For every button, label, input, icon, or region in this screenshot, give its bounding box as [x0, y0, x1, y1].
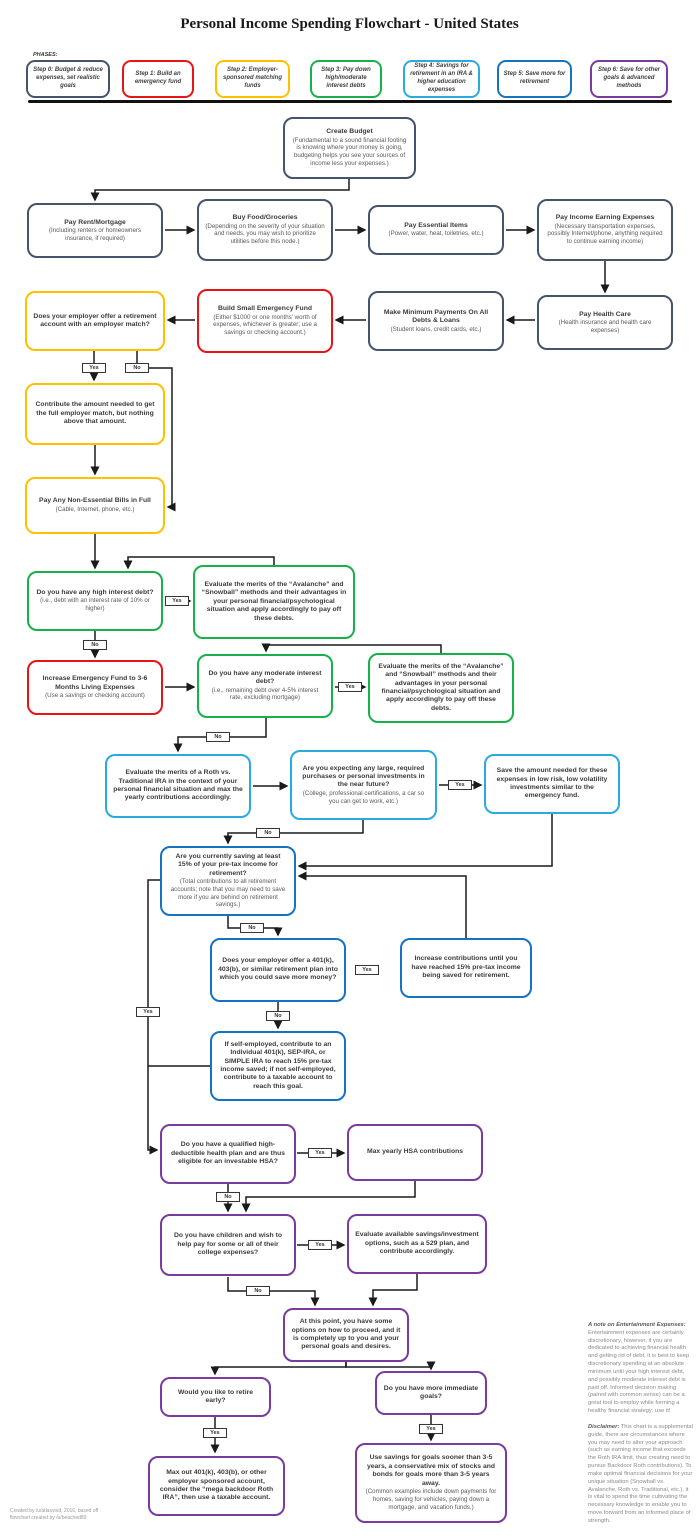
phase-label: Step 6: Save for other goals & advanced methods	[597, 67, 660, 89]
phase-label: Step 4: Savings for retirement in an IRA & higher education expenses	[410, 63, 473, 93]
node-children-college-question	[160, 1214, 296, 1276]
node-body: (Health insurance and health care expenses)	[558, 318, 652, 334]
node-body: (Student loans, credit cards, etc.)	[390, 325, 482, 333]
node-title: Evaluate the merits of the “Avalanche” and “Snowball” methods and their advantages in your personal financial/psychological situation and apply accordingly to pay off these debts.	[201, 580, 347, 622]
node-title: Evaluate the merits of the “Avalanche” and “Snowball” methods and their advantages in your personal financial/psychological situation and apply accordingly to pay off these debts.	[378, 662, 504, 712]
node-title: Are you expecting any large, required purchases or personal investments in the near future?	[302, 764, 425, 789]
phase-label: Step 5: Save more for retirement	[503, 71, 566, 85]
label-yes: Yes	[448, 780, 472, 790]
node-high-interest-question	[27, 571, 163, 631]
flow-line	[266, 645, 441, 653]
node-max-401k-final	[148, 1456, 285, 1516]
label-no: No	[240, 923, 264, 933]
node-avalanche-snowball-high	[193, 565, 355, 639]
node-title: Pay Health Care	[579, 310, 631, 318]
node-title: Pay Essential Items	[404, 221, 468, 229]
node-title: At this point, you have some options on how to proceed, and it is completely up to you and your personal goals and desires.	[291, 1318, 401, 1351]
note-body: This chart is a supplemental guide, there are circumstances where you may need to alter your approach (such as earning income that exceeds the Roth IRA limit, thus creating need to pursue Backdoor Roth contributions). To make optimal financial decisions for your unique situation (Snowball vs. Avalanche, Roth vs. Traditional, etc.), it is vital to spend the time cultivating the necessary knowledge to enable you to move forward from an informed place of strength.	[588, 1424, 693, 1524]
node-contribute-match	[25, 383, 165, 445]
node-body: (Either $1000 or one months’ worth of expenses, whichever is greater; use a savings or checking account.)	[213, 313, 317, 337]
label-no: No	[246, 1286, 270, 1296]
node-hsa-question	[160, 1124, 296, 1184]
node-body: (Cable, Internet, phone, etc.)	[55, 505, 135, 513]
node-roth-vs-traditional	[105, 754, 251, 818]
flow-line	[228, 820, 363, 843]
node-title: Build Small Emergency Fund	[217, 305, 313, 313]
flow-line	[95, 179, 349, 200]
phase-label: Step 1: Build an emergency fund	[134, 71, 182, 85]
label-yes: Yes	[355, 965, 379, 975]
credit-line: Created by /u/atlasvoid, 2016, based off	[10, 1508, 99, 1514]
node-title: Does your employer offer a 401(k), 403(b), or similar retirement plan into which you could save more money?	[218, 957, 338, 982]
label-yes: Yes	[308, 1240, 332, 1250]
node-buy-food	[197, 199, 333, 261]
node-moderate-interest-question	[197, 654, 333, 718]
label-yes: Yes	[203, 1428, 227, 1438]
node-evaluate-529	[347, 1214, 487, 1274]
label-no: No	[256, 828, 280, 838]
flow-line	[228, 1277, 315, 1305]
node-body: (College, professional certifications, a car so you can get to work, etc.)	[302, 789, 425, 805]
node-title: Pay Rent/Mortgage	[64, 218, 126, 226]
label-yes: Yes	[165, 596, 189, 606]
node-title: Create Budget	[326, 128, 373, 136]
node-body: (Power, water, heat, toiletries, etc.)	[388, 230, 484, 238]
flow-line	[246, 1181, 415, 1211]
node-use-savings-goals	[355, 1443, 507, 1523]
phase-label: Step 3: Pay down high/moderate interest debts	[321, 67, 371, 89]
label-yes: Yes	[419, 1424, 443, 1434]
node-saving-15-percent-question	[160, 846, 296, 916]
flow-line	[299, 876, 466, 938]
label-yes: Yes	[82, 363, 106, 373]
node-title: Buy Food/Groceries	[232, 214, 298, 222]
node-title: Increase Emergency Fund to 3-6 Months Living Expenses	[42, 675, 148, 691]
phase-label: Step 2: Employer-sponsored matching funds	[222, 67, 282, 89]
node-create-budget	[283, 117, 416, 179]
node-pay-health-care	[537, 295, 673, 350]
node-body: (Common examples include down payments for homes, saving for vehicles, paying down a mortgage, and vacation funds.)	[365, 1488, 497, 1511]
node-build-emergency-fund	[197, 289, 333, 353]
flow-line	[299, 814, 552, 866]
label-yes: Yes	[136, 1007, 160, 1017]
node-title: Evaluate the merits of a Roth vs. Traditional IRA in the context of your personal financial situation and max the yearly contributions accordingly.	[113, 769, 243, 802]
node-employer-match-question	[25, 291, 165, 351]
note-lead: A note on Entertainment Expenses:	[588, 1322, 686, 1328]
node-pay-rent	[27, 203, 163, 258]
label-yes: Yes	[308, 1148, 332, 1158]
node-title: Save the amount needed for these expenses in low risk, low volatility investments similar to the emergency fund.	[496, 767, 608, 800]
label-no: No	[83, 640, 107, 650]
label-no: No	[125, 363, 149, 373]
node-title: Do you have any moderate interest debt?	[208, 669, 322, 686]
node-title: Do you have any high interest debt?	[36, 589, 154, 596]
node-title: If self-employed, contribute to an Individual 401(k), SEP-IRA, or SIMPLE IRA to reach 15% pre-tax income saved; if not self-employed, contribute to a taxable account to reach this goal.	[220, 1040, 336, 1090]
node-title: Pay Income Earning Expenses	[555, 214, 655, 222]
flow-line	[373, 1274, 417, 1305]
node-large-purchases-question	[290, 750, 437, 820]
node-body: (i.e., debt with an interest rate of 10% or higher)	[40, 597, 150, 613]
node-minimum-payments	[368, 291, 504, 351]
label-yes: Yes	[338, 682, 362, 692]
label-no: No	[206, 732, 230, 742]
node-max-hsa	[347, 1124, 483, 1181]
flow-line	[215, 1362, 346, 1374]
node-title: Would you like to retire early?	[177, 1388, 254, 1404]
node-title: Max yearly HSA contributions	[366, 1148, 464, 1156]
node-body: (Total contributions to all retirement accounts; note that you may need to save more if you are behind on retirement savings.)	[170, 878, 286, 909]
node-title: Pay Any Non-Essential Bills in Full	[39, 497, 151, 505]
node-pay-income-expenses	[537, 199, 673, 261]
node-title: Are you currently saving at least 15% of your pre-tax income for retirement?	[175, 852, 281, 877]
node-title: Make Minimum Payments On All Debts & Loans	[383, 308, 489, 325]
phase-label: Step 0: Budget & reduce expenses, set realistic goals	[33, 67, 103, 89]
node-title: Do you have children and wish to help pay for some or all of their college expenses?	[173, 1232, 282, 1257]
node-title: Max out 401(k), 403(b), or other employer sponsored account, consider the “mega backdoor Roth IRA”, then use a taxable account.	[159, 1469, 274, 1502]
node-pay-essential	[368, 205, 504, 255]
node-title: Increase contributions until you have reached 15% pre-tax income being saved for retirement.	[411, 955, 521, 980]
label-no: No	[266, 1011, 290, 1021]
node-title: Contribute the amount needed to get the full employer match, but nothing above that amount.	[35, 401, 155, 426]
node-title: Do you have a qualified high-deductible health plan and are thus eligible for an investable HSA?	[170, 1141, 286, 1166]
node-immediate-goals-question	[375, 1371, 487, 1415]
node-at-this-point	[283, 1308, 409, 1362]
node-self-employed	[210, 1031, 346, 1101]
page-title: Personal Income Spending Flowchart - United States	[180, 16, 519, 32]
node-employer-401k-question	[210, 938, 346, 1002]
node-body: (i.e., remaining debt over 4-5% interest rate, excluding mortgage)	[211, 686, 319, 702]
node-pay-non-essential	[25, 477, 165, 534]
note-lead: Disclaimer:	[588, 1424, 620, 1430]
node-body: (Necessary transportation expenses, possibly Internet/phone, anything required to continue earning income)	[547, 222, 663, 246]
node-body: (Fundamental to a sound financial footing is knowing where your money is going, budgeting helps you see your sources of income less your expenses.)	[292, 136, 407, 167]
phases-label: PHASES:	[33, 52, 58, 58]
note-body: Entertainment expenses are certainly discretionary, however, if you are dedicated to achieving financial health and getting rid of debt, it is best to keep discretionary spending at an absolute minimum until your high interest debt, and possibly moderate interest debt is paid off. Informed decision making (paired with common sense) can be a great tool to employ while forming a healthy financial strategy; use it!	[588, 1329, 690, 1414]
node-retire-early-question	[160, 1377, 271, 1417]
label-no: No	[216, 1192, 240, 1202]
node-title: Use savings for goals sooner than 3-5 years, a conservative mix of stocks and bonds for goals more than 3-5 years away.	[366, 1454, 496, 1487]
node-increase-emergency-fund	[27, 660, 163, 715]
credit-line: flowchart created by /u/beached89	[10, 1515, 87, 1521]
node-title: Does your employer offer a retirement account with an employer match?	[33, 312, 157, 328]
node-body: (Including renters or homeowners insurance, if required)	[48, 226, 142, 242]
node-title: Evaluate available savings/investment options, such as a 529 plan, and contribute accordingly.	[355, 1231, 479, 1256]
node-title: Do you have more immediate goals?	[383, 1384, 479, 1400]
node-increase-contributions	[400, 938, 532, 998]
flow-line	[346, 1362, 431, 1369]
node-save-low-risk	[484, 754, 620, 814]
node-body: (Depending on the severity of your situation and needs, you may wish to prioritize utilities before this node.)	[205, 222, 325, 246]
node-avalanche-snowball-moderate	[368, 653, 514, 723]
node-body: (Use a savings or checking account)	[45, 692, 145, 700]
